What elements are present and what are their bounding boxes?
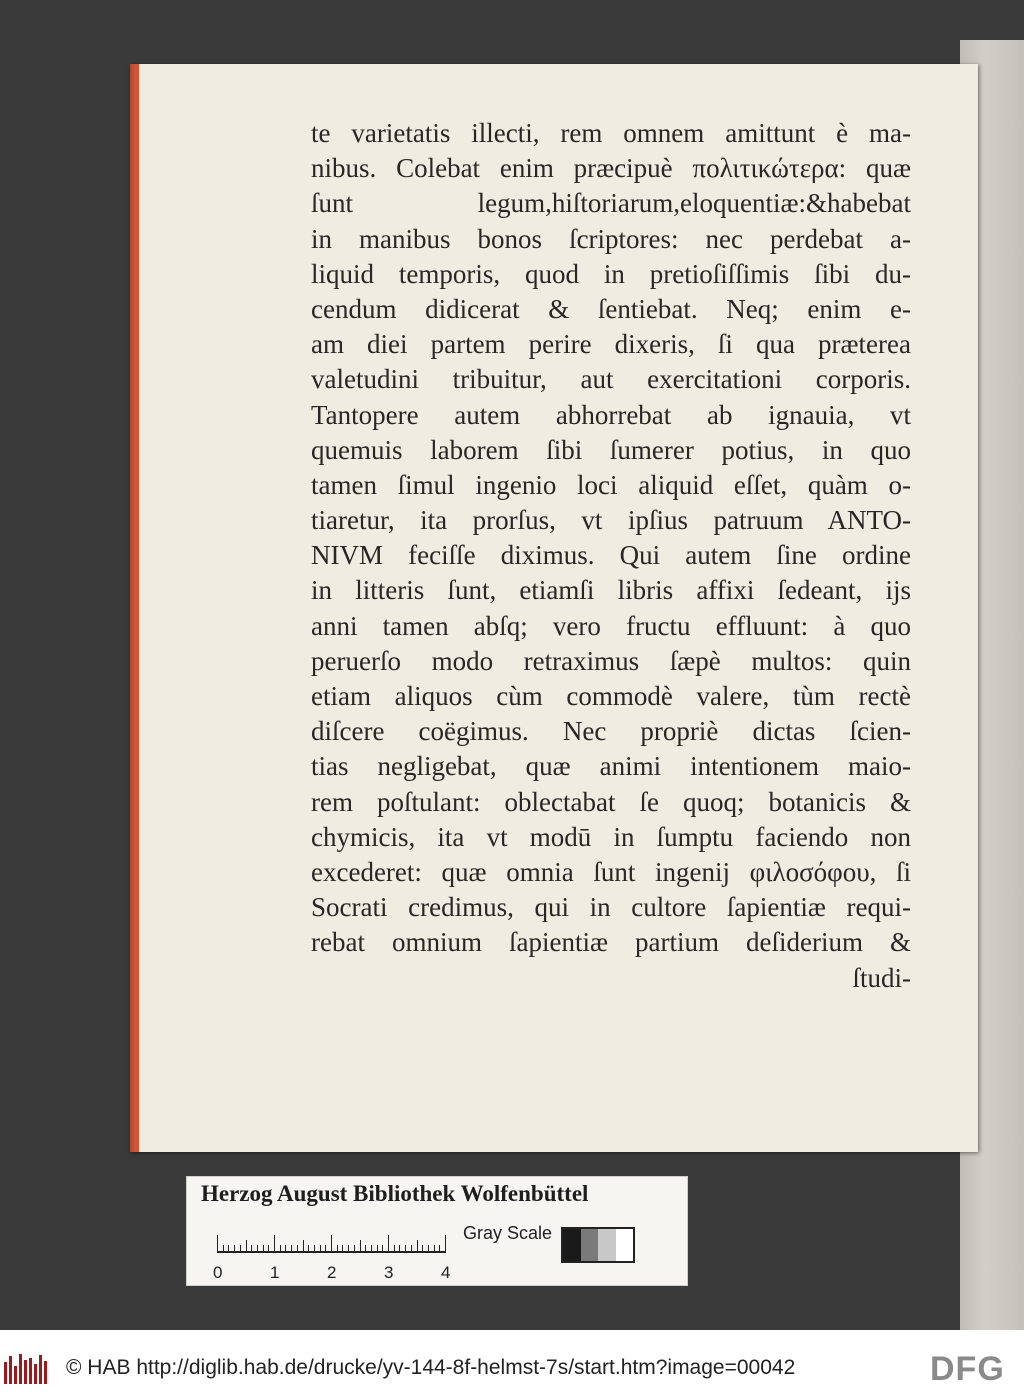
ruler-tick — [217, 1235, 218, 1253]
ruler-tick — [257, 1245, 258, 1253]
text-line: tamen ſimul ingenio loci aliquid eſſet, quàm o- — [311, 469, 911, 500]
text-line: nibus. Colebat enim præcipuè πολιτικώτερα: quæ — [311, 153, 911, 184]
ruler-tick — [274, 1235, 275, 1253]
ruler-label: 1 — [270, 1263, 280, 1282]
ruler-tick — [428, 1245, 429, 1253]
text-line: in litteris ſunt, etiamſi libris affixi ſedeant, ijs — [311, 575, 911, 606]
gray-swatch — [598, 1229, 616, 1261]
ruler-tick — [246, 1240, 247, 1253]
ruler-tick — [417, 1240, 418, 1253]
text-line: ſtudi- — [852, 962, 911, 993]
gray-swatch — [581, 1229, 599, 1261]
ruler-tick — [291, 1245, 292, 1253]
ruler-tick — [434, 1245, 435, 1253]
hab-logo-bar — [9, 1356, 12, 1384]
text-line: in manibus bonos ſcriptores: nec perdebat a- — [311, 223, 911, 254]
ruler-tick — [263, 1245, 264, 1253]
ruler-tick — [388, 1235, 389, 1253]
text-line: Socrati credimus, qui in cultore ſapientiæ requi- — [311, 892, 911, 923]
text-line: am diei partem perire dixeris, ſi qua præterea — [311, 329, 911, 360]
hab-logo-bar — [44, 1361, 47, 1384]
ruler-tick — [285, 1245, 286, 1253]
ruler-tick — [382, 1245, 383, 1253]
hab-logo-bar — [4, 1362, 7, 1384]
gray-swatch — [563, 1229, 581, 1261]
hab-logo-bar — [14, 1366, 17, 1384]
ruler-tick — [377, 1245, 378, 1253]
book-page — [130, 64, 978, 1152]
text-line: Tantopere autem abhorrebat ab ignauia, vt — [311, 399, 911, 430]
hab-logo-bar — [19, 1354, 22, 1384]
ruler-tick — [422, 1245, 423, 1253]
text-line: tias negligebat, quæ animi intentionem maio- — [311, 751, 911, 782]
ruler-tick — [223, 1245, 224, 1253]
ruler-tick — [280, 1245, 281, 1253]
text-line: diſcere coëgimus. Nec propriè dictas ſcien- — [311, 716, 911, 747]
ruler-tick — [394, 1245, 395, 1253]
page-red-edge — [130, 64, 139, 1152]
ruler-tick — [331, 1235, 332, 1253]
text-line: anni tamen abſq; vero fructu effluunt: à quo — [311, 610, 911, 641]
ruler-label: 0 — [213, 1263, 223, 1282]
text-line: cendum didicerat & ſentiebat. Neq; enim e- — [311, 293, 911, 324]
ruler-label: 4 — [441, 1263, 451, 1282]
text-line: te varietatis illecti, rem omnem amittunt è ma- — [311, 118, 911, 148]
text-line: rebat omnium ſapientiæ partium deſiderium & — [311, 927, 911, 958]
color-scale-card — [186, 1176, 688, 1286]
measurement-ruler — [213, 1225, 451, 1282]
ruler-tick — [342, 1245, 343, 1253]
ruler-tick — [371, 1245, 372, 1253]
text-line: NIVM feciſſe diximus. Qui autem ſine ordine — [311, 540, 911, 571]
hab-logo-icon — [4, 1354, 48, 1384]
ruler-tick — [240, 1245, 241, 1253]
ruler-tick — [325, 1245, 326, 1253]
hab-logo-bar — [39, 1355, 42, 1384]
dfg-logo: DFG — [930, 1350, 1005, 1388]
ruler-tick — [445, 1235, 446, 1253]
ruler-tick — [234, 1245, 235, 1253]
hab-logo-bar — [24, 1360, 27, 1384]
ruler-tick — [405, 1245, 406, 1253]
text-line: etiam aliquos cùm commodè valere, tùm rectè — [311, 681, 911, 711]
ruler-tick — [348, 1245, 349, 1253]
text-line: ſunt legum,hiſtoriarum,eloquentiæ:&habebat — [311, 188, 911, 219]
ruler-label: 2 — [327, 1263, 337, 1282]
ruler-tick — [268, 1245, 269, 1253]
ruler-tick — [354, 1245, 355, 1253]
ruler-tick — [320, 1245, 321, 1253]
text-line: rem poſtulant: oblectabat ſe quoq; botanicis & — [311, 786, 911, 817]
ruler-tick — [360, 1240, 361, 1253]
text-line: chymicis, ita vt modū in ſumptu faciendo non — [311, 821, 911, 852]
ruler-tick — [337, 1245, 338, 1253]
text-line: peruerſo modo retraximus ſæpè multos: quin — [311, 645, 911, 676]
source-url[interactable]: © HAB http://diglib.hab.de/drucke/yv-144-8f-helmst-7s/start.htm?image=00042 — [66, 1356, 796, 1379]
ruler-tick — [439, 1245, 440, 1253]
hab-logo-bar — [29, 1358, 32, 1384]
ruler-tick — [314, 1245, 315, 1253]
page-text — [311, 116, 911, 996]
ruler-tick — [411, 1245, 412, 1253]
ruler-tick — [308, 1245, 309, 1253]
library-name: Herzog August Bibliothek Wolfenbüttel — [201, 1181, 589, 1206]
hab-logo-bar — [34, 1364, 37, 1384]
text-line: excederet: quæ omnia ſunt ingenij φιλοσόφου, ſi — [311, 856, 911, 887]
text-line: valetudini tribuitur, aut exercitationi corporis. — [311, 364, 911, 395]
ruler-tick — [228, 1245, 229, 1253]
ruler-tick — [365, 1245, 366, 1253]
ruler-tick — [303, 1240, 304, 1253]
gray-scale-label: Gray Scale — [463, 1223, 553, 1243]
ruler-tick — [399, 1245, 400, 1253]
ruler-label: 3 — [384, 1263, 394, 1282]
gray-swatch — [616, 1229, 634, 1261]
text-line: tiaretur, ita prorſus, vt ipſius patruum ANTO- — [311, 505, 911, 536]
text-line: quemuis laborem ſibi ſumerer potius, in quo — [311, 434, 911, 465]
ruler-tick — [251, 1245, 252, 1253]
text-line: liquid temporis, quod in pretioſiſſimis ſibi du- — [311, 258, 911, 289]
gray-scale-swatches — [561, 1227, 635, 1263]
ruler-tick — [297, 1245, 298, 1253]
